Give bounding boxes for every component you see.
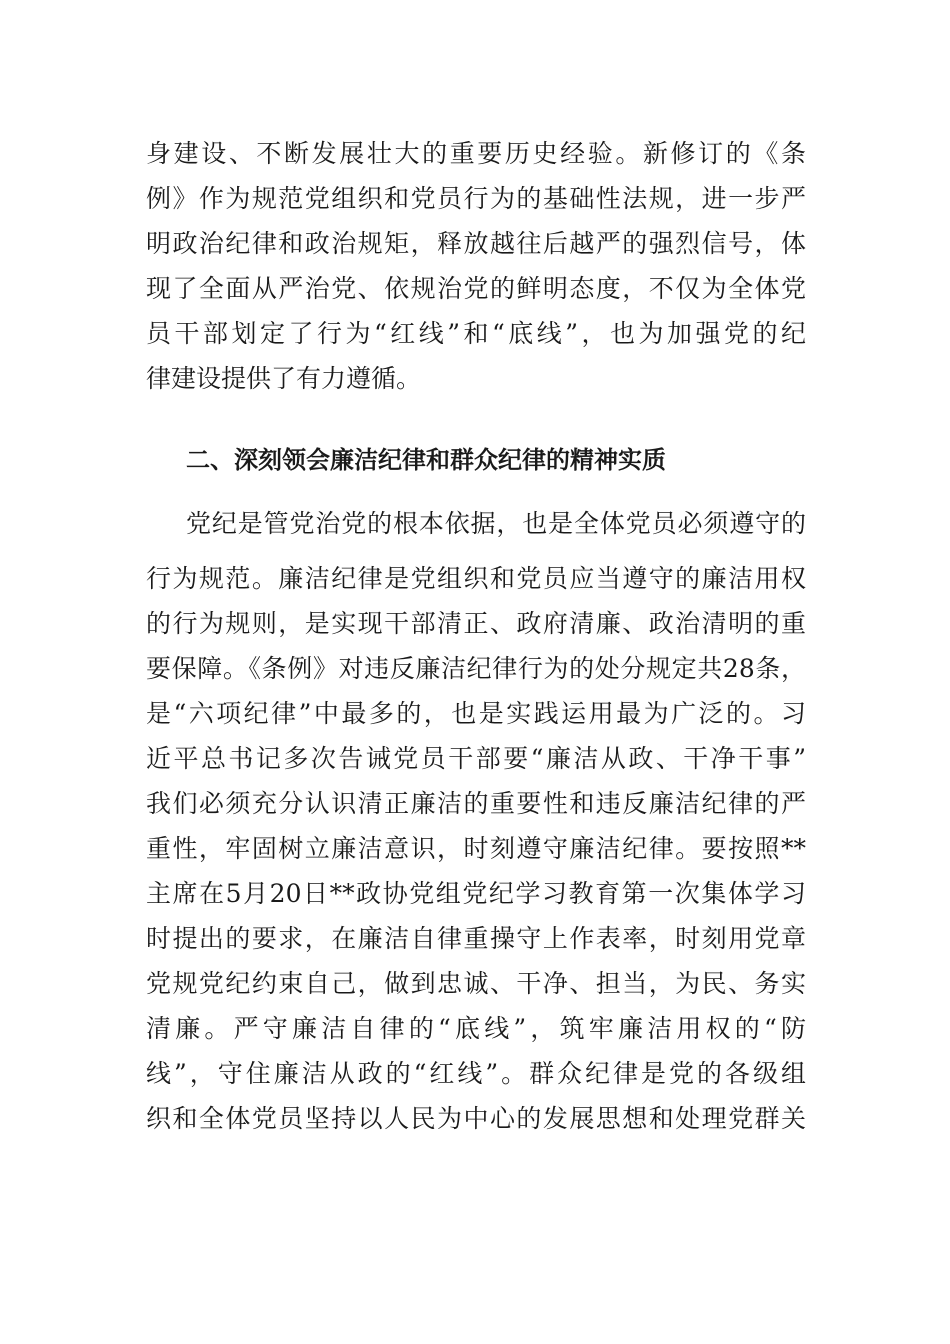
paragraph-line: 主席在5月20日**政协党组党纪学习教育第一次集体学习 (146, 879, 806, 908)
paragraph-line: 近平总书记多次告诫党员干部要“廉洁从政、干净干事” (146, 744, 806, 773)
paragraph-line: 党纪是管党治党的根本依据，也是全体党员必须遵守的 (186, 509, 806, 538)
section-heading: 二、深刻领会廉洁纪律和群众纪律的精神实质 (186, 446, 666, 474)
paragraph-line: 律建设提供了有力遵循。 (146, 364, 422, 393)
paragraph-line: 要保障。《条例》对违反廉洁纪律行为的处分规定共28条， (146, 654, 806, 683)
paragraph-line: 党规党纪约束自己，做到忠诚、干净、担当，为民、务实 (146, 969, 806, 998)
paragraph-line: 的行为规则，是实现干部清正、政府清廉、政治清明的重 (146, 609, 806, 638)
paragraph-line: 线”，守住廉洁从政的“红线”。群众纪律是党的各级组 (146, 1059, 806, 1088)
paragraph-line: 清廉。严守廉洁自律的“底线”，筑牢廉洁用权的“防 (146, 1014, 806, 1043)
paragraph-line: 我们必须充分认识清正廉洁的重要性和违反廉洁纪律的严 (146, 789, 806, 818)
paragraph-line: 明政治纪律和政治规矩，释放越往后越严的强烈信号，体 (146, 229, 806, 258)
paragraph-line: 例》作为规范党组织和党员行为的基础性法规，进一步严 (146, 184, 806, 213)
paragraph-line: 是“六项纪律”中最多的，也是实践运用最为广泛的。习 (146, 699, 806, 728)
paragraph-line: 织和全体党员坚持以人民为中心的发展思想和处理党群关 (146, 1104, 806, 1133)
paragraph-line: 员干部划定了行为“红线”和“底线”，也为加强党的纪 (146, 319, 806, 348)
paragraph-line: 现了全面从严治党、依规治党的鲜明态度，不仅为全体党 (146, 274, 806, 303)
paragraph-line: 重性，牢固树立廉洁意识，时刻遵守廉洁纪律。要按照** (146, 834, 806, 863)
paragraph-line: 行为规范。廉洁纪律是党组织和党员应当遵守的廉洁用权 (146, 564, 806, 593)
paragraph-line: 时提出的要求，在廉洁自律重操守上作表率，时刻用党章 (146, 924, 806, 953)
paragraph-line: 身建设、不断发展壮大的重要历史经验。新修订的《条 (146, 139, 806, 168)
